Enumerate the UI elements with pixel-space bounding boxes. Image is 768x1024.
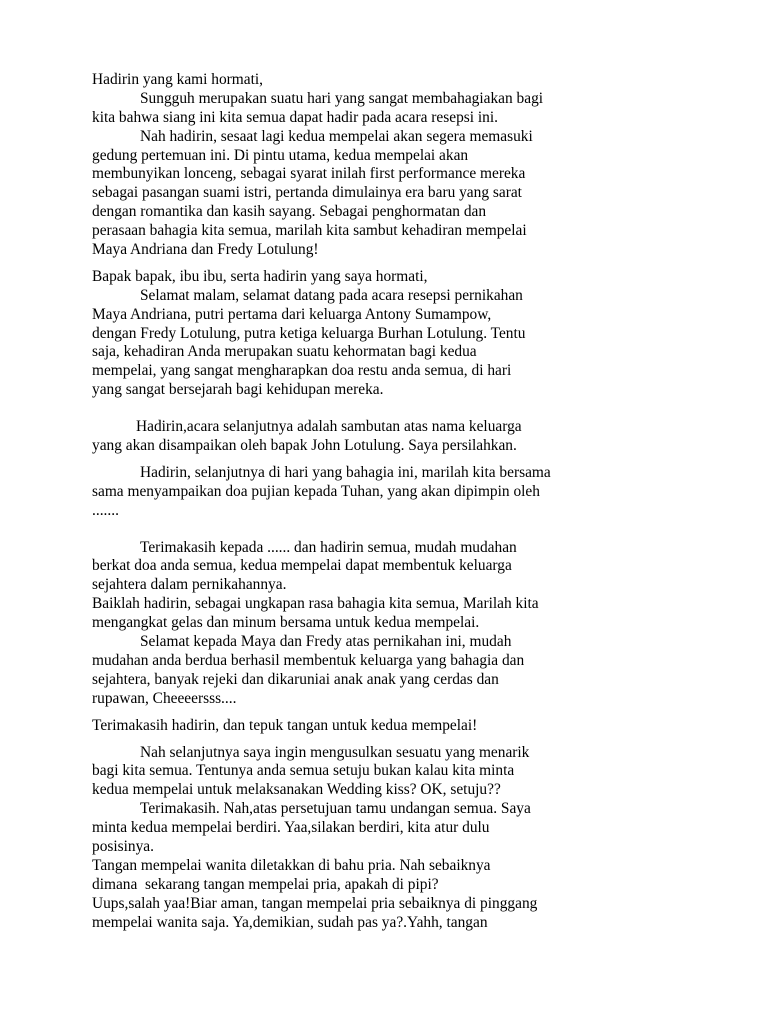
- text-line: Hadirin,acara selanjutnya adalah sambutan atas nama keluarga: [136, 418, 522, 436]
- text-line: Maya Andriana dan Fredy Lotulung!: [92, 241, 319, 259]
- text-line: rupawan, Cheeeersss....: [92, 689, 237, 707]
- text-line: sebagai pasangan suami istri, pertanda dimulainya era baru yang sarat: [92, 184, 522, 202]
- text-line: kedua mempelai untuk melaksanakan Wedding kiss? OK, setuju??: [92, 781, 501, 799]
- text-line: Hadirin yang kami hormati,: [92, 71, 263, 88]
- text-line: mudahan anda berdua berhasil membentuk keluarga yang bahagia dan: [92, 651, 525, 669]
- paragraph: [92, 268, 682, 400]
- text-line: sejahtera, banyak rejeki dan dikaruniai anak anak yang cerdas dan: [92, 670, 499, 688]
- document-page: [92, 71, 682, 932]
- paragraph: [92, 418, 682, 456]
- text-line: membunyikan lonceng, sebagai syarat inilah first performance mereka: [92, 165, 526, 183]
- text-line: berkat doa anda semua, kedua mempelai dapat membentuk keluarga: [92, 557, 512, 575]
- text-line: mempelai, yang sangat mengharapkan doa restu anda semua, di hari: [92, 362, 512, 380]
- paragraph: [92, 539, 682, 709]
- paragraph-gap: [92, 260, 682, 268]
- text-line: yang akan disampaikan oleh bapak John Lotulung. Saya persilahkan.: [92, 437, 517, 455]
- text-line: Selamat kepada Maya dan Fredy atas pernikahan ini, mudah: [140, 633, 512, 651]
- text-line: dengan romantika dan kasih sayang. Sebagai penghormatan dan: [92, 203, 487, 221]
- text-line: Bapak bapak, ibu ibu, serta hadirin yang saya hormati,: [92, 267, 428, 285]
- text-line: dimana sekarang tangan mempelai pria, apakah di pipi?: [92, 875, 439, 893]
- text-line: Tangan mempelai wanita diletakkan di bahu pria. Nah sebaiknya: [92, 856, 491, 874]
- text-line: bagi kita semua. Tentunya anda semua setuju bukan kalau kita minta: [92, 762, 515, 780]
- paragraph: [92, 71, 682, 260]
- text-line: sama menyampaikan doa pujian kepada Tuhan, yang akan dipimpin oleh: [92, 482, 540, 500]
- text-line: sejahtera dalam pernikahannya.: [92, 576, 287, 594]
- paragraph-gap: [92, 736, 682, 744]
- paragraph: [92, 464, 682, 521]
- text-line: Terimakasih kepada ...... dan hadirin semua, mudah mudahan: [140, 538, 517, 556]
- text-line: perasaan bahagia kita semua, marilah kita sambut kehadiran mempelai: [92, 222, 527, 240]
- text-line: dengan Fredy Lotulung, putra ketiga keluarga Burhan Lotulung. Tentu: [92, 324, 526, 342]
- text-line: gedung pertemuan ini. Di pintu utama, kedua mempelai akan: [92, 146, 469, 164]
- text-line: Terimakasih hadirin, dan tepuk tangan untuk kedua mempelai!: [92, 716, 478, 734]
- text-line: Sungguh merupakan suatu hari yang sangat membahagiakan bagi: [140, 89, 544, 107]
- text-line: kita bahwa siang ini kita semua dapat hadir pada acara resepsi ini.: [92, 108, 498, 126]
- text-line: Nah selanjutnya saya ingin mengusulkan sesuatu yang menarik: [140, 743, 530, 761]
- text-line: Selamat malam, selamat datang pada acara resepsi pernikahan: [140, 286, 523, 304]
- text-line: Nah hadirin, sesaat lagi kedua mempelai akan segera memasuki: [140, 127, 533, 145]
- text-line: posisinya.: [92, 837, 154, 855]
- text-line: .......: [92, 501, 119, 519]
- text-line: Maya Andriana, putri pertama dari keluarga Antony Sumampow,: [92, 305, 492, 323]
- paragraph-gap: [92, 456, 682, 464]
- paragraph-gap: [92, 521, 682, 539]
- text-line: Baiklah hadirin, sebagai ungkapan rasa bahagia kita semua, Marilah kita: [92, 595, 539, 613]
- text-line: Terimakasih. Nah,atas persetujuan tamu undangan semua. Saya: [140, 800, 531, 818]
- text-line: minta kedua mempelai berdiri. Yaa,silakan berdiri, kita atur dulu: [92, 819, 490, 837]
- text-line: Uups,salah yaa!Biar aman, tangan mempelai pria sebaiknya di pinggang: [92, 894, 538, 912]
- paragraph-gap: [92, 400, 682, 418]
- paragraph-gap: [92, 709, 682, 717]
- text-line: mempelai wanita saja. Ya,demikian, sudah pas ya?.Yahh, tangan: [92, 913, 488, 931]
- text-line: mengangkat gelas dan minum bersama untuk kedua mempelai.: [92, 614, 480, 632]
- text-line: yang sangat bersejarah bagi kehidupan mereka.: [92, 381, 384, 399]
- text-line: Hadirin, selanjutnya di hari yang bahagia ini, marilah kita bersama: [140, 463, 551, 481]
- paragraph: [92, 744, 682, 933]
- text-line: saja, kehadiran Anda merupakan suatu kehormatan bagi kedua: [92, 343, 477, 361]
- paragraph: [92, 717, 682, 736]
